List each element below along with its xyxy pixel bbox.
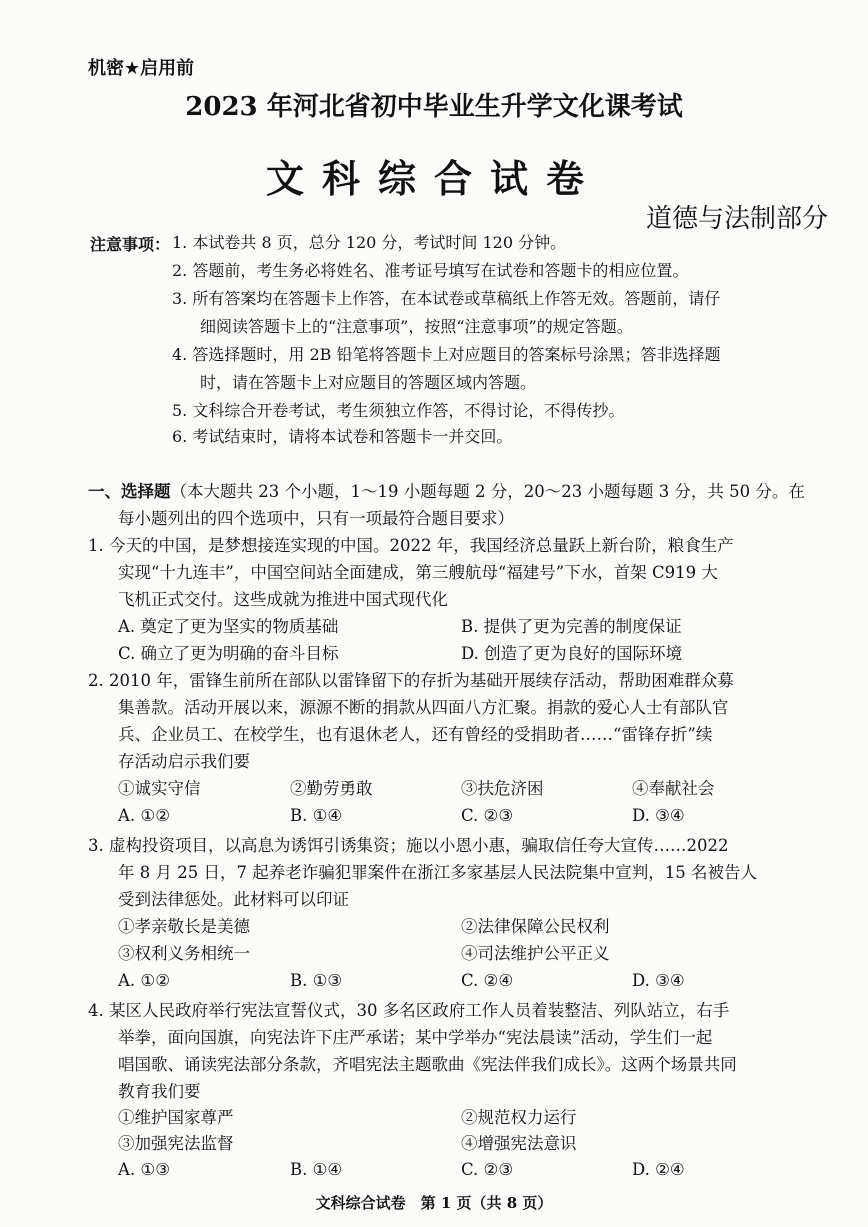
statement-item: ④奉献社会 (632, 779, 715, 798)
section-heading-line2: 每小题列出的四个选项中，只有一项最符合题目要求） (118, 509, 514, 528)
statement-item: ①诚实守信 (118, 779, 201, 798)
statement-item: ③权利义务相统一 (118, 944, 250, 963)
note-item: 5. 文科综合开卷考试，考生须独立作答，不得讨论，不得传抄。 (172, 401, 625, 420)
statement-item: ④司法维护公平正义 (461, 944, 610, 963)
note-item: 6. 考试结束时，请将本试卷和答题卡一并交回。 (172, 427, 513, 446)
question-stem: 1. 今天的中国，是梦想接连实现的中国。2022 年，我国经济总量跃上新台阶，粮食生产 (88, 536, 734, 555)
question-stem: 实现“十九连丰”，中国空间站全面建成，第三艘航母“福建号”下水，首架 C919 大 (118, 563, 718, 582)
paper-title: 文科综合试卷 (265, 157, 602, 201)
answer-option: A. ①② (118, 806, 170, 825)
answer-option: C. ②④ (461, 971, 514, 990)
answer-option: D. ③④ (632, 806, 685, 825)
question-stem: 教育我们要 (118, 1082, 201, 1101)
note-item: 4. 答选择题时，用 2B 铅笔将答题卡上对应题目的答案标号涂黑；答非选择题 (172, 345, 721, 364)
answer-option: B. ①④ (290, 1160, 343, 1179)
confidential-label: 机密★启用前 (88, 58, 195, 79)
answer-option: C. 确立了更为明确的奋斗目标 (118, 644, 339, 663)
section-heading (88, 478, 805, 505)
question-stem: 举拳，面向国旗，向宪法许下庄严承诺；某中学举办“宪法晨读”活动，学生们一起 (118, 1028, 713, 1047)
answer-option: C. ②③ (461, 1160, 514, 1179)
statement-item: ①维护国家尊严 (118, 1108, 234, 1127)
note-item: 细阅读答题卡上的“注意事项”，按照“注意事项”的规定答题。 (200, 317, 633, 336)
question-stem: 唱国歌、诵读宪法部分条款，齐唱宪法主题歌曲《宪法伴我们成长》。这两个场景共同 (118, 1055, 737, 1074)
answer-option: D. ③④ (632, 971, 685, 990)
section-label: 道德与法制部分 (645, 204, 828, 234)
statement-item: ②勤劳勇敢 (290, 779, 373, 798)
statement-item: ②法律保障公民权利 (461, 917, 610, 936)
answer-option: A. ①③ (118, 1160, 170, 1179)
note-item: 时，请在答题卡上对应题目的答题区域内答题。 (200, 373, 537, 392)
question-stem: 4. 某区人民政府举行宪法宣誓仪式，30 多名区政府工作人员着装整洁、列队站立，右手 (88, 1001, 730, 1020)
section-heading-instructions: （本大题共 23 个小题，1～19 小题每题 2 分，20～23 小题每题 3 分，共 50 分。在 (170, 482, 805, 501)
notes-label: 注意事项： (90, 235, 171, 254)
question-stem: 年 8 月 25 日，7 起养老诈骗犯罪案件在浙江多家基层人民法院集中宣判，15 名被告人 (118, 863, 757, 882)
statement-item: ④增强宪法意识 (461, 1134, 577, 1153)
answer-option: C. ②③ (461, 806, 514, 825)
page-footer: 文科综合试卷 第 1 页（共 8 页） (315, 1194, 553, 1212)
section-heading-label: 一、选择题 (88, 482, 171, 501)
statement-item: ①孝亲敬长是美德 (118, 917, 250, 936)
answer-option: D. ②④ (632, 1160, 685, 1179)
statement-item: ③加强宪法监督 (118, 1134, 234, 1153)
question-stem: 2. 2010 年，雷锋生前所在部队以雷锋留下的存折为基础开展续存活动，帮助困难群众募 (88, 671, 734, 690)
note-item: 1. 本试卷共 8 页，总分 120 分，考试时间 120 分钟。 (172, 233, 567, 252)
answer-option: A. 奠定了更为坚实的物质基础 (118, 617, 339, 636)
answer-option: B. 提供了更为完善的制度保证 (461, 617, 682, 636)
answer-option: B. ①④ (290, 806, 343, 825)
exam-title: 2023 年河北省初中毕业生升学文化课考试 (185, 92, 683, 122)
question-stem: 飞机正式交付。这些成就为推进中国式现代化 (118, 590, 448, 609)
question-stem: 集善款。活动开展以来，源源不断的捐款从四面八方汇聚。捐款的爱心人士有部队官 (118, 698, 729, 717)
question-stem: 受到法律惩处。此材料可以印证 (118, 890, 349, 909)
answer-option: A. ①② (118, 971, 170, 990)
note-item: 3. 所有答案均在答题卡上作答，在本试卷或草稿纸上作答无效。答题前，请仔 (172, 289, 721, 308)
question-stem: 兵、企业员工、在校学生，也有退休老人，还有曾经的受捐助者……“雷锋存折”续 (118, 725, 713, 744)
note-item: 2. 答题前，考生务必将姓名、准考证号填写在试卷和答题卡的相应位置。 (172, 261, 689, 280)
statement-item: ②规范权力运行 (461, 1108, 577, 1127)
question-stem: 3. 虚构投资项目，以高息为诱饵引诱集资；施以小恩小惠，骗取信任夸大宣传……2022 (88, 836, 729, 855)
answer-option: D. 创造了更为良好的国际环境 (461, 644, 683, 663)
answer-option: B. ①③ (290, 971, 343, 990)
question-stem: 存活动启示我们要 (118, 752, 250, 771)
statement-item: ③扶危济困 (461, 779, 544, 798)
